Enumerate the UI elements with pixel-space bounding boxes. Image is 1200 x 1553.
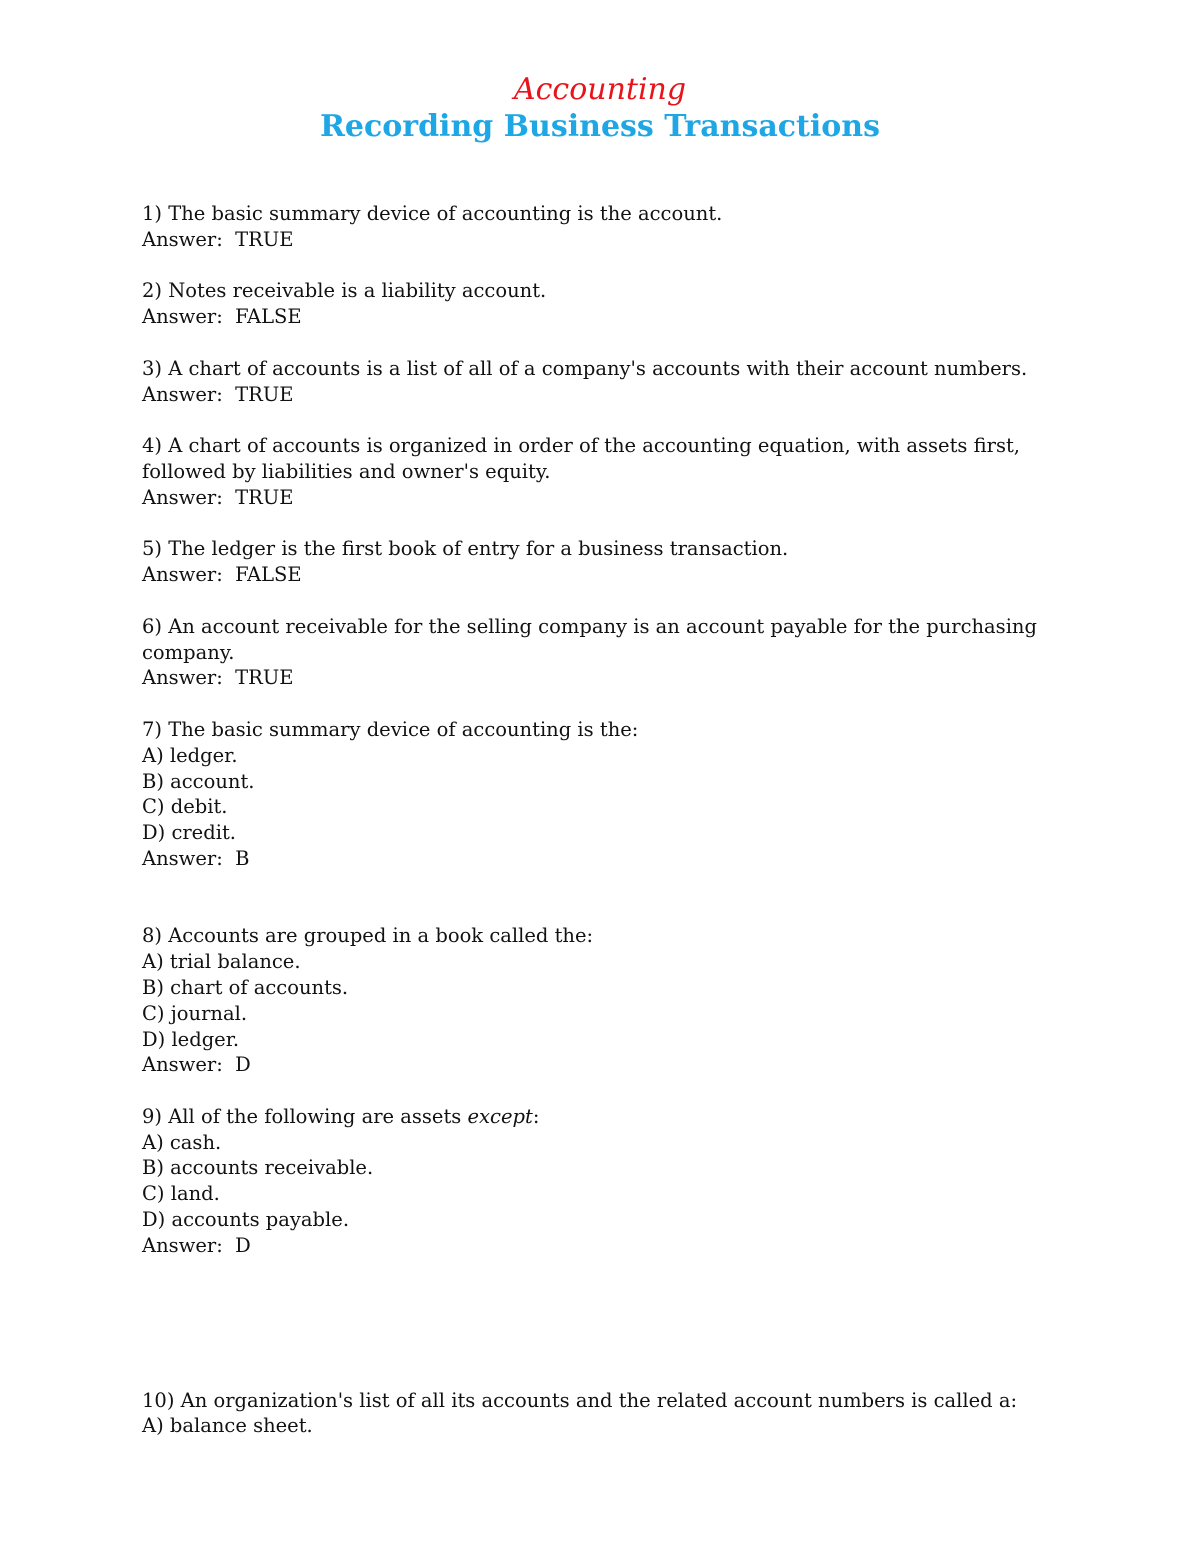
option-c: C) journal. bbox=[142, 1001, 248, 1025]
document-subtitle: Recording Business Transactions bbox=[319, 109, 881, 144]
question-item bbox=[142, 278, 1022, 330]
question-item bbox=[142, 356, 1028, 408]
answer-text: Answer: TRUE bbox=[142, 485, 294, 509]
option-d: D) credit. bbox=[142, 821, 236, 845]
option-a: A) ledger. bbox=[142, 743, 238, 767]
question-text: 10) An organization's list of all its accounts and the related account numbers is called a: bbox=[142, 1388, 1018, 1412]
question-item bbox=[142, 923, 1022, 1078]
option-a: A) trial balance. bbox=[142, 950, 301, 974]
question-item bbox=[142, 1104, 1022, 1259]
option-d: D) accounts payable. bbox=[142, 1208, 350, 1232]
answer-text: Answer: FALSE bbox=[142, 305, 302, 329]
option-a: A) balance sheet. bbox=[142, 1414, 313, 1438]
document-title: Accounting bbox=[513, 72, 687, 107]
question-text: 8) Accounts are grouped in a book called the: bbox=[142, 924, 594, 948]
option-b: B) accounts receivable. bbox=[142, 1156, 374, 1180]
question-text: 5) The ledger is the first book of entry for a business transaction. bbox=[142, 537, 789, 561]
question-item bbox=[142, 614, 1037, 691]
question-text: 2) Notes receivable is a liability account. bbox=[142, 279, 547, 303]
question-text: 3) A chart of accounts is a list of all of a company's accounts with their account numbers. bbox=[142, 356, 1028, 380]
answer-text: Answer: D bbox=[142, 1053, 251, 1077]
question-list bbox=[142, 201, 1037, 1439]
option-c: C) debit. bbox=[142, 795, 228, 819]
option-d: D) ledger. bbox=[142, 1027, 240, 1051]
question-text-suffix: : bbox=[532, 1104, 540, 1128]
option-b: B) account. bbox=[142, 769, 255, 793]
question-item bbox=[142, 201, 1022, 253]
question-text: 7) The basic summary device of accounting is the: bbox=[142, 717, 639, 741]
answer-text: Answer: TRUE bbox=[142, 382, 294, 406]
answer-text: Answer: FALSE bbox=[142, 563, 302, 587]
question-item bbox=[142, 433, 1022, 510]
question-text-line-2: followed by liabilities and owner's equity. bbox=[142, 459, 551, 483]
question-item bbox=[142, 1388, 1022, 1440]
answer-text: Answer: B bbox=[142, 846, 250, 870]
question-text-line-1: 4) A chart of accounts is organized in order of the accounting equation, with assets first, bbox=[142, 434, 1020, 458]
question-text bbox=[142, 1104, 1022, 1130]
answer-text: Answer: D bbox=[142, 1233, 251, 1257]
option-c: C) land. bbox=[142, 1182, 220, 1206]
question-text: 1) The basic summary device of accounting is the account. bbox=[142, 202, 723, 225]
answer-text: Answer: TRUE bbox=[142, 666, 294, 690]
question-text-prefix: 9) All of the following are assets bbox=[142, 1104, 468, 1128]
question-text-emphasis: except bbox=[467, 1104, 533, 1128]
question-text-line-1: 6) An account receivable for the selling company is an account payable for the purchasing bbox=[142, 614, 1037, 638]
question-text-line-2: company. bbox=[142, 640, 235, 664]
question-item bbox=[142, 717, 1022, 872]
option-a: A) cash. bbox=[142, 1130, 222, 1154]
answer-text: Answer: TRUE bbox=[142, 227, 294, 251]
option-b: B) chart of accounts. bbox=[142, 975, 349, 999]
question-item bbox=[142, 536, 1022, 588]
